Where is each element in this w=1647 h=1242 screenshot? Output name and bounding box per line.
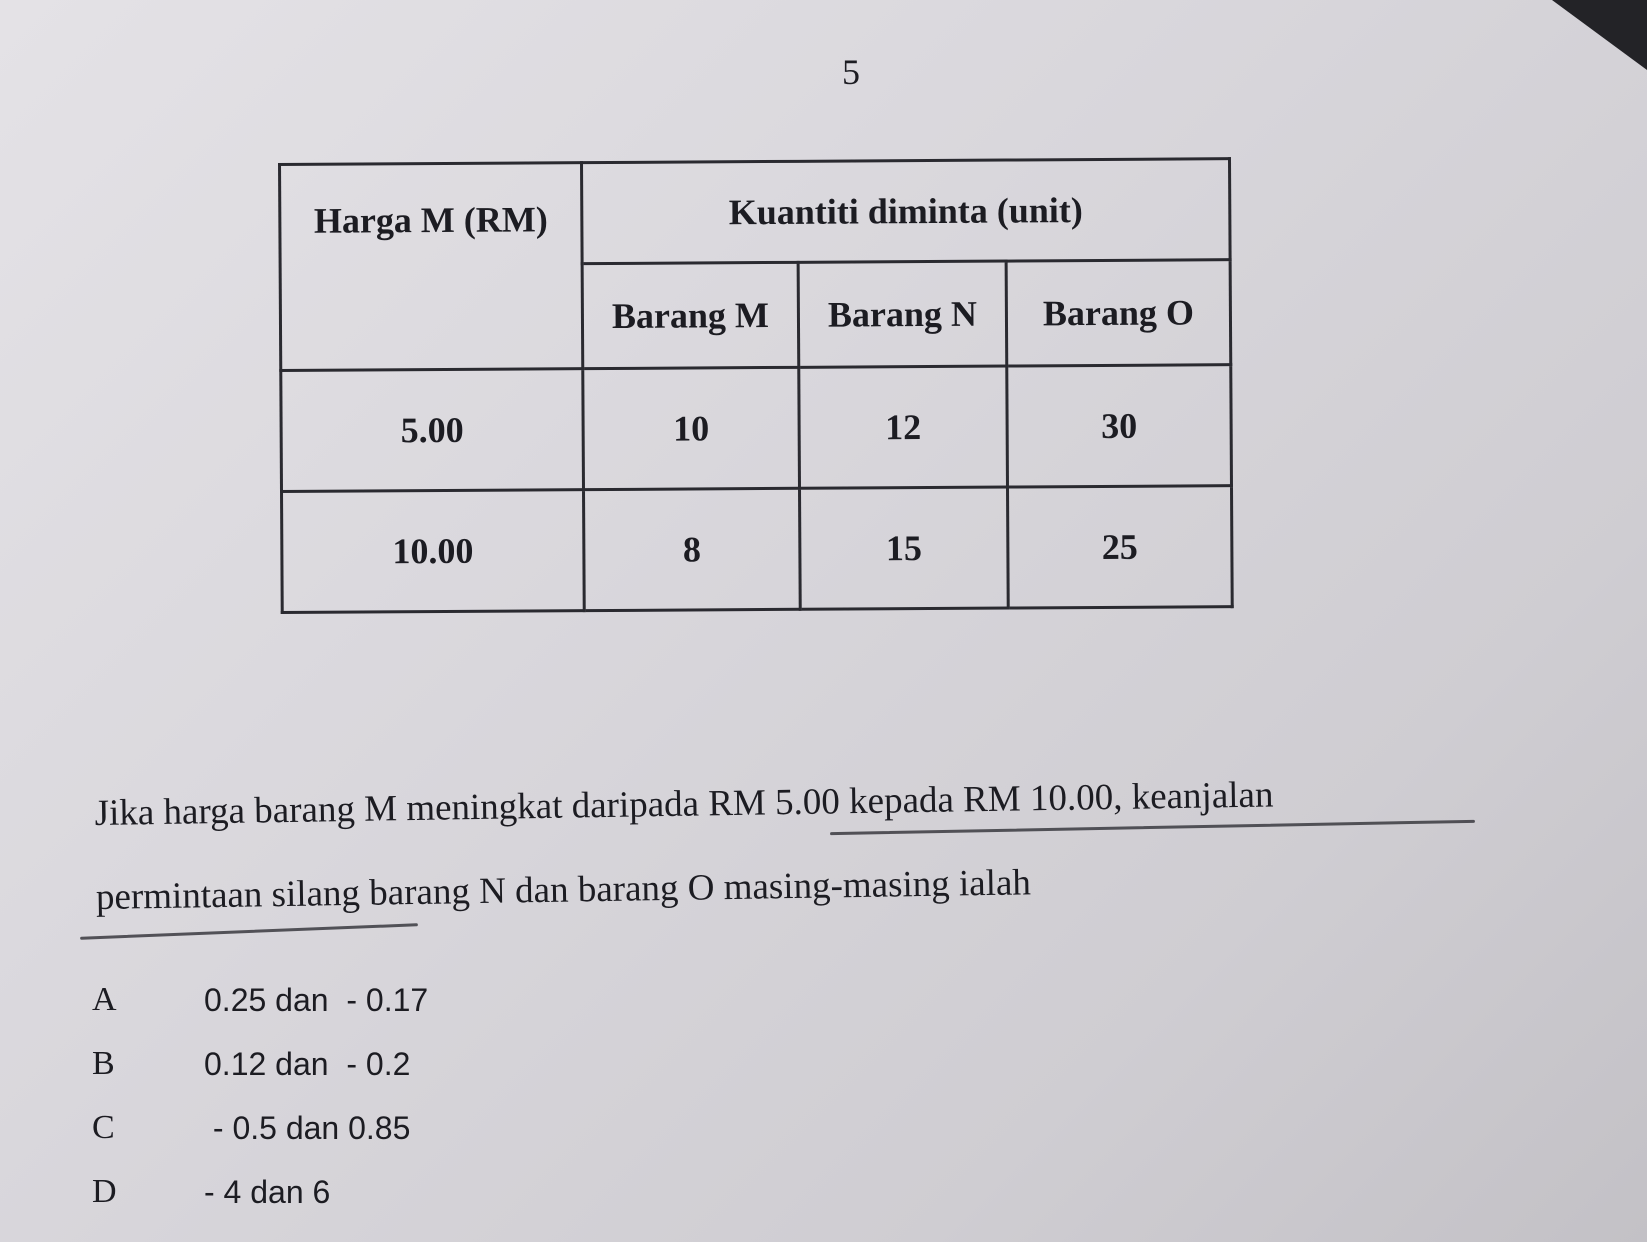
header-barang-o: Barang O — [1006, 260, 1231, 366]
quantity-cell-o: 30 — [1007, 365, 1232, 487]
page-number: 5 — [842, 52, 860, 92]
page-corner-shadow — [1552, 0, 1647, 70]
option-letter: A — [92, 981, 117, 1018]
demand-table-container — [278, 157, 1231, 600]
table-row — [281, 365, 1232, 492]
demand-table — [278, 157, 1234, 614]
header-barang-m: Barang M — [582, 262, 799, 368]
quantity-cell-n: 12 — [799, 366, 1008, 488]
header-quantity-demanded: Kuantiti diminta (unit) — [582, 159, 1231, 264]
option-letter: D — [92, 1173, 117, 1210]
option-text: 0.12 dan - 0.2 — [204, 1045, 411, 1082]
option-text: 0.25 dan - 0.17 — [204, 981, 429, 1018]
quantity-cell-m: 10 — [583, 367, 800, 489]
option-d[interactable] — [92, 1160, 428, 1224]
price-cell: 10.00 — [282, 490, 585, 613]
option-letter: C — [92, 1109, 115, 1146]
answer-options — [92, 968, 428, 1224]
option-c[interactable] — [92, 1096, 428, 1160]
option-letter: B — [92, 1045, 115, 1082]
table-header-row — [280, 159, 1231, 266]
quantity-cell-m: 8 — [584, 488, 801, 610]
quantity-cell-o: 25 — [1007, 486, 1232, 608]
option-text: - 4 dan 6 — [204, 1173, 331, 1210]
header-barang-n: Barang N — [798, 261, 1007, 367]
quantity-cell-n: 15 — [799, 487, 1008, 609]
header-price: Harga M (RM) — [280, 163, 583, 371]
question-line-1: Jika harga barang M meningkat daripada RM 5.00 kepada RM 10.00, keanjalan — [94, 774, 1274, 834]
option-b[interactable] — [92, 1032, 428, 1096]
option-text: - 0.5 dan 0.85 — [204, 1109, 411, 1146]
table-row — [282, 486, 1233, 613]
question-line-2: permintaan silang barang N dan barang O masing-masing ialah — [95, 862, 1032, 918]
price-cell: 5.00 — [281, 369, 584, 492]
option-a[interactable] — [92, 968, 428, 1032]
question-text — [94, 750, 1496, 940]
